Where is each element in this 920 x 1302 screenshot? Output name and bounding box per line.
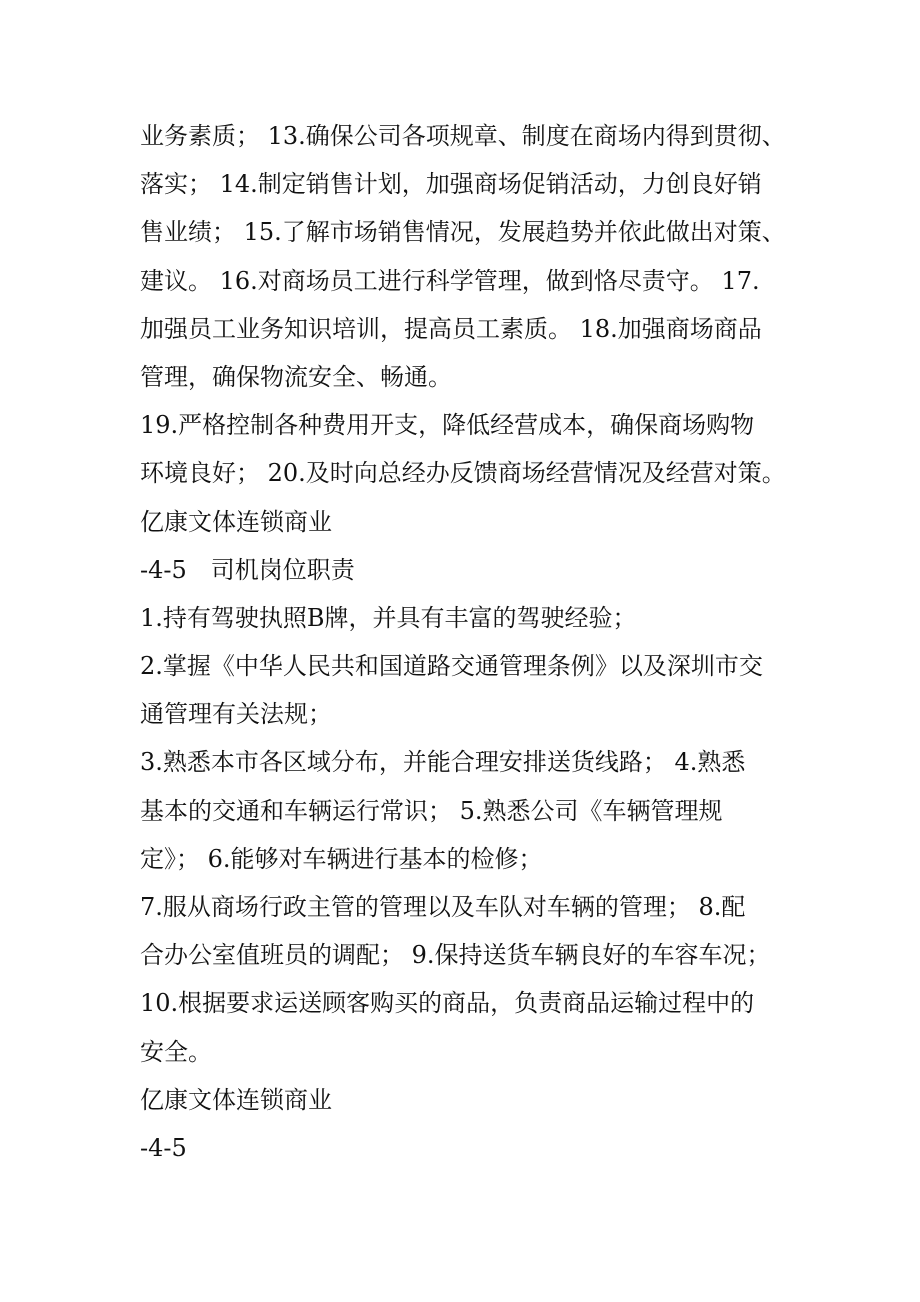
company-name: 亿康文体连锁商业 bbox=[140, 507, 332, 536]
text-line: 7.服从商场行政主管的管理以及车队对车辆的管理； 8.配 bbox=[140, 893, 746, 921]
page-number: -4-5 bbox=[140, 1133, 187, 1162]
company-name: 亿康文体连锁商业 bbox=[140, 1085, 332, 1114]
text-line: 建议。 16.对商场员工进行科学管理，做到恪尽责守。 17. bbox=[140, 266, 760, 295]
text-line: 定》； 6.能够对车辆进行基本的检修； bbox=[140, 844, 543, 873]
text-line: 加强员工业务知识培训，提高员工素质。 18.加强商场商品 bbox=[140, 314, 762, 343]
text-line: 合办公室值班员的调配； 9.保持送货车辆良好的车容车况； bbox=[140, 941, 771, 970]
text-line: 售业绩； 15.了解市场销售情况，发展趋势并依此做出对策、 bbox=[140, 218, 786, 247]
section-heading: -4-5 司机岗位职责 bbox=[140, 555, 355, 584]
text-line: 1.持有驾驶执照B牌，并具有丰富的驾驶经验； bbox=[140, 603, 637, 632]
text-line: 落实； 14.制定销售计划，加强商场促销活动，力创良好销 bbox=[140, 170, 762, 199]
text-line: 基本的交通和车辆运行常识； 5.熟悉公司《车辆管理规 bbox=[140, 796, 723, 825]
document-body bbox=[140, 112, 800, 1172]
text-line: 环境良好； 20.及时向总经办反馈商场经营情况及经营对策。 bbox=[140, 459, 786, 488]
text-line: 管理，确保物流安全、畅通。 bbox=[140, 362, 452, 391]
text-line: 2.掌握《中华人民共和国道路交通管理条例》以及深圳市交 bbox=[140, 652, 763, 681]
text-line: 安全。 bbox=[140, 1037, 212, 1066]
text-line: 业务素质； 13.确保公司各项规章、制度在商场内得到贯彻、 bbox=[140, 122, 786, 150]
text-line: 3.熟悉本市各区域分布，并能合理安排送货线路； 4.熟悉 bbox=[140, 748, 746, 777]
text-line: 19.严格控制各种费用开支，降低经营成本，确保商场购物 bbox=[140, 411, 755, 440]
text-line: 通管理有关法规； bbox=[140, 700, 332, 729]
text-line: 10.根据要求运送顾客购买的商品，负责商品运输过程中的 bbox=[140, 989, 755, 1018]
